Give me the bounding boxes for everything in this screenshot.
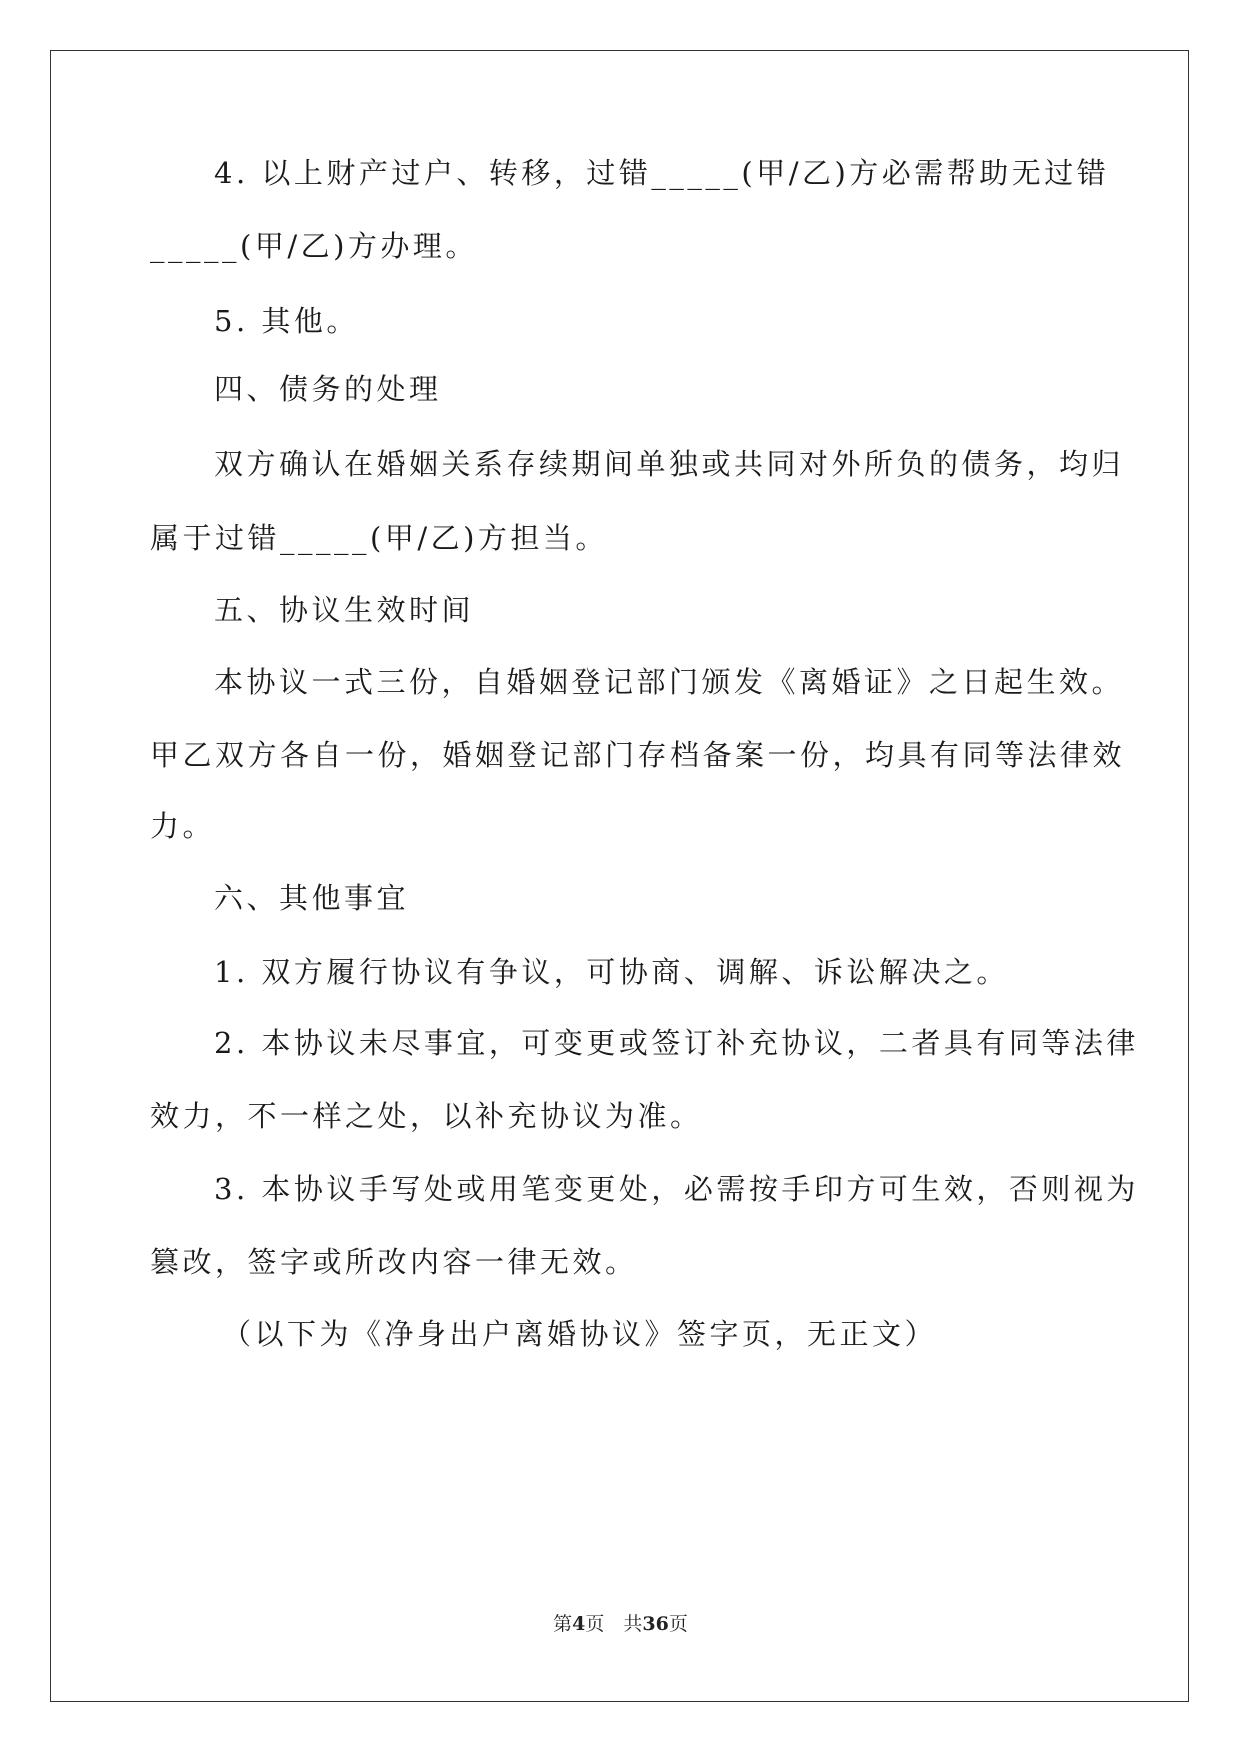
section-heading: 五、协议生效时间 (214, 593, 475, 627)
paragraph-line: 属于过错_____(甲/乙)方担当。 (150, 521, 608, 555)
paragraph-line: 本协议一式三份，自婚姻登记部门颁发《离婚证》之日起生效。 (214, 665, 1125, 699)
paragraph-line: 甲乙双方各自一份，婚姻登记部门存档备案一份，均具有同等法律效 (150, 738, 1126, 772)
footer-mid: 页 共 (585, 1613, 643, 1635)
paragraph-line: 4. 以上财产过户、转移，过错_____(甲/乙)方必需帮助无过错 (214, 156, 1110, 190)
paragraph-line: _____(甲/乙)方办理。 (150, 229, 478, 263)
paragraph-line: 双方确认在婚姻关系存续期间单独或共同对外所负的债务，均归 (214, 447, 1125, 481)
paragraph-line: 力。 (150, 809, 216, 843)
footer-suffix: 页 (668, 1613, 688, 1635)
paragraph-line: 篡改，签字或所改内容一律无效。 (150, 1245, 638, 1279)
page-footer (0, 1611, 1241, 1637)
section-heading: 六、其他事宜 (214, 881, 410, 915)
paragraph-line: 3. 本协议手写处或用笔变更处，必需按手印方可生效，否则视为 (214, 1172, 1139, 1206)
footer-page-number: 4 (572, 1613, 586, 1635)
paragraph-line: 1. 双方履行协议有争议，可协商、调解、诉讼解决之。 (214, 955, 1009, 989)
section-heading: 四、债务的处理 (214, 372, 442, 406)
paragraph-line: 效力，不一样之处，以补充协议为准。 (150, 1099, 703, 1133)
signature-note: （以下为《净身出户离婚协议》签字页，无正文） (222, 1317, 938, 1351)
paragraph-line: 2. 本协议未尽事宜，可变更或签订补充协议，二者具有同等法律 (214, 1026, 1139, 1060)
footer-total-pages: 36 (642, 1613, 669, 1635)
footer-prefix: 第 (553, 1613, 573, 1635)
page-frame (50, 50, 1189, 1702)
paragraph-line: 5. 其他。 (214, 304, 359, 338)
